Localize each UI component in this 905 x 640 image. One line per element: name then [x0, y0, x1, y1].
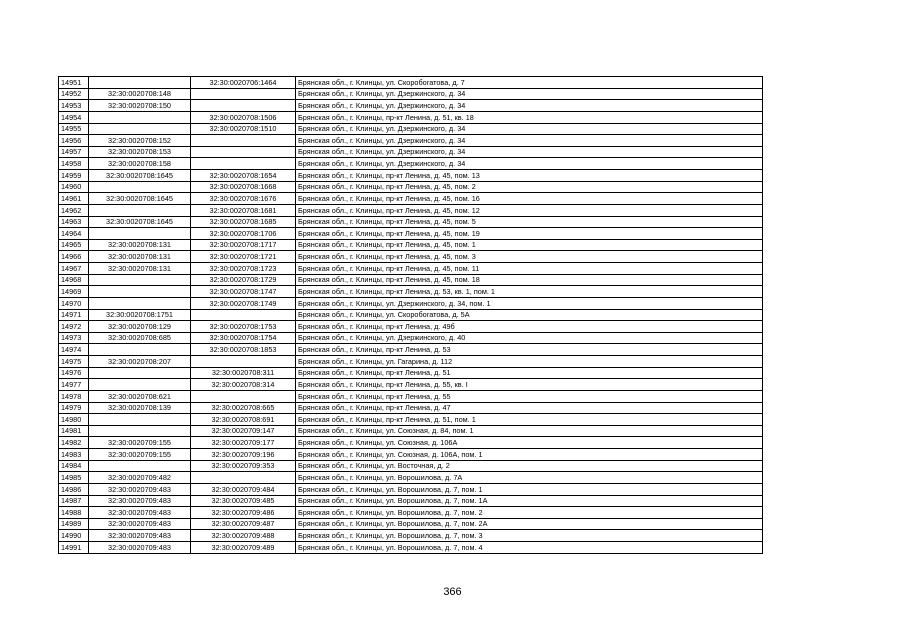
address-cell: Брянская обл., г. Клинцы, ул. Ворошилова, д. 7, пом. 3: [296, 530, 763, 542]
table-row: [59, 239, 763, 251]
cadastral-number-cell: [191, 309, 296, 321]
row-number-cell: 14982: [59, 437, 89, 449]
table-row: [59, 228, 763, 240]
table-row: [59, 100, 763, 112]
parent-cadastral-number-cell: 32:30:0020708:1751: [89, 309, 191, 321]
table-row: [59, 390, 763, 402]
cadastral-number-cell: 32:30:0020708:1729: [191, 274, 296, 286]
parent-cadastral-number-cell: 32:30:0020708:129: [89, 321, 191, 333]
cadastral-number-cell: 32:30:0020709:196: [191, 449, 296, 461]
address-cell: Брянская обл., г. Клинцы, ул. Ворошилова, д. 7, пом. 4: [296, 542, 763, 554]
parent-cadastral-number-cell: [89, 228, 191, 240]
row-number-cell: 14963: [59, 216, 89, 228]
cadastral-number-cell: 32:30:0020708:1706: [191, 228, 296, 240]
table-row: [59, 542, 763, 554]
table-row: [59, 135, 763, 147]
table-row: [59, 449, 763, 461]
row-number-cell: 14961: [59, 193, 89, 205]
row-number-cell: 14951: [59, 77, 89, 89]
address-cell: Брянская обл., г. Клинцы, ул. Скоробогатова, д. 7: [296, 77, 763, 89]
cadastral-number-cell: 32:30:0020708:1754: [191, 332, 296, 344]
parent-cadastral-number-cell: 32:30:0020709:483: [89, 483, 191, 495]
row-number-cell: 14984: [59, 460, 89, 472]
address-cell: Брянская обл., г. Клинцы, пр-кт Ленина, д. 45, пом. 13: [296, 170, 763, 182]
row-number-cell: 14976: [59, 367, 89, 379]
row-number-cell: 14957: [59, 146, 89, 158]
table-row: [59, 414, 763, 426]
address-cell: Брянская обл., г. Клинцы, ул. Ворошилова, д. 7, пом. 2: [296, 507, 763, 519]
cadastral-number-cell: 32:30:0020708:1506: [191, 111, 296, 123]
parent-cadastral-number-cell: [89, 297, 191, 309]
address-cell: Брянская обл., г. Клинцы, пр-кт Ленина, д. 45, пом. 3: [296, 251, 763, 263]
cadastral-number-cell: 32:30:0020709:485: [191, 495, 296, 507]
row-number-cell: 14969: [59, 286, 89, 298]
row-number-cell: 14977: [59, 379, 89, 391]
address-cell: Брянская обл., г. Клинцы, ул. Ворошилова, д. 7, пом. 2А: [296, 518, 763, 530]
address-cell: Брянская обл., г. Клинцы, ул. Дзержинского, д. 34: [296, 146, 763, 158]
row-number-cell: 14973: [59, 332, 89, 344]
address-cell: Брянская обл., г. Клинцы, ул. Скоробогатова, д. 5А: [296, 309, 763, 321]
address-cell: Брянская обл., г. Клинцы, ул. Ворошилова, д. 7, пом. 1: [296, 483, 763, 495]
table-row: [59, 181, 763, 193]
row-number-cell: 14990: [59, 530, 89, 542]
parent-cadastral-number-cell: 32:30:0020708:685: [89, 332, 191, 344]
table-row: [59, 530, 763, 542]
row-number-cell: 14955: [59, 123, 89, 135]
address-cell: Брянская обл., г. Клинцы, пр-кт Ленина, д. 45, пом. 12: [296, 204, 763, 216]
address-cell: Брянская обл., г. Клинцы, пр-кт Ленина, д. 53, кв. 1, пом. 1: [296, 286, 763, 298]
address-cell: Брянская обл., г. Клинцы, ул. Союзная, д. 84, пом. 1: [296, 425, 763, 437]
cadastral-number-cell: 32:30:0020709:489: [191, 542, 296, 554]
row-number-cell: 14971: [59, 309, 89, 321]
cadastral-number-cell: 32:30:0020709:484: [191, 483, 296, 495]
table-row: [59, 204, 763, 216]
cadastral-number-cell: [191, 158, 296, 170]
row-number-cell: 14979: [59, 402, 89, 414]
cadastral-number-cell: 32:30:0020709:177: [191, 437, 296, 449]
row-number-cell: 14991: [59, 542, 89, 554]
parent-cadastral-number-cell: 32:30:0020709:482: [89, 472, 191, 484]
address-cell: Брянская обл., г. Клинцы, ул. Восточная, д. 2: [296, 460, 763, 472]
row-number-cell: 14970: [59, 297, 89, 309]
cadastral-number-cell: 32:30:0020708:691: [191, 414, 296, 426]
row-number-cell: 14988: [59, 507, 89, 519]
table-row: [59, 193, 763, 205]
cadastral-number-cell: 32:30:0020708:1676: [191, 193, 296, 205]
parent-cadastral-number-cell: [89, 181, 191, 193]
row-number-cell: 14959: [59, 170, 89, 182]
parent-cadastral-number-cell: 32:30:0020708:1645: [89, 216, 191, 228]
address-cell: Брянская обл., г. Клинцы, ул. Дзержинского, д. 34: [296, 123, 763, 135]
table-row: [59, 472, 763, 484]
parent-cadastral-number-cell: [89, 111, 191, 123]
cadastral-number-cell: [191, 135, 296, 147]
parent-cadastral-number-cell: [89, 344, 191, 356]
address-cell: Брянская обл., г. Клинцы, пр-кт Ленина, д. 45, пом. 16: [296, 193, 763, 205]
row-number-cell: 14972: [59, 321, 89, 333]
table-row: [59, 146, 763, 158]
row-number-cell: 14964: [59, 228, 89, 240]
address-cell: Брянская обл., г. Клинцы, ул. Дзержинского, д. 34, пом. 1: [296, 297, 763, 309]
cadastral-number-cell: 32:30:0020708:1747: [191, 286, 296, 298]
cadastral-number-cell: 32:30:0020709:488: [191, 530, 296, 542]
table-row: [59, 251, 763, 263]
parent-cadastral-number-cell: 32:30:0020709:483: [89, 530, 191, 542]
row-number-cell: 14986: [59, 483, 89, 495]
row-number-cell: 14975: [59, 356, 89, 368]
table-row: [59, 88, 763, 100]
parent-cadastral-number-cell: 32:30:0020709:155: [89, 437, 191, 449]
row-number-cell: 14952: [59, 88, 89, 100]
address-cell: Брянская обл., г. Клинцы, ул. Дзержинского, д. 34: [296, 158, 763, 170]
parent-cadastral-number-cell: 32:30:0020708:1645: [89, 193, 191, 205]
registry-table: [58, 76, 763, 554]
parent-cadastral-number-cell: 32:30:0020708:621: [89, 390, 191, 402]
cadastral-number-cell: 32:30:0020706:1464: [191, 77, 296, 89]
table-row: [59, 216, 763, 228]
cadastral-number-cell: [191, 88, 296, 100]
cadastral-number-cell: [191, 390, 296, 402]
address-cell: Брянская обл., г. Клинцы, ул. Гагарина, д. 112: [296, 356, 763, 368]
cadastral-number-cell: 32:30:0020708:1723: [191, 263, 296, 275]
address-cell: Брянская обл., г. Клинцы, пр-кт Ленина, д. 51, кв. 18: [296, 111, 763, 123]
row-number-cell: 14962: [59, 204, 89, 216]
row-number-cell: 14983: [59, 449, 89, 461]
cadastral-number-cell: 32:30:0020708:1853: [191, 344, 296, 356]
cadastral-number-cell: 32:30:0020708:1654: [191, 170, 296, 182]
parent-cadastral-number-cell: 32:30:0020708:131: [89, 239, 191, 251]
address-cell: Брянская обл., г. Клинцы, пр-кт Ленина, д. 45, пом. 2: [296, 181, 763, 193]
parent-cadastral-number-cell: 32:30:0020709:483: [89, 507, 191, 519]
table-row: [59, 379, 763, 391]
table-row: [59, 158, 763, 170]
table-row: [59, 309, 763, 321]
parent-cadastral-number-cell: 32:30:0020708:148: [89, 88, 191, 100]
parent-cadastral-number-cell: 32:30:0020708:139: [89, 402, 191, 414]
row-number-cell: 14980: [59, 414, 89, 426]
cadastral-number-cell: 32:30:0020708:314: [191, 379, 296, 391]
row-number-cell: 14965: [59, 239, 89, 251]
address-cell: Брянская обл., г. Клинцы, пр-кт Ленина, д. 45, пом. 18: [296, 274, 763, 286]
table-row: [59, 77, 763, 89]
parent-cadastral-number-cell: [89, 379, 191, 391]
table-row: [59, 332, 763, 344]
address-cell: Брянская обл., г. Клинцы, пр-кт Ленина, д. 53: [296, 344, 763, 356]
cadastral-number-cell: 32:30:0020708:311: [191, 367, 296, 379]
page-number: 366: [443, 586, 462, 598]
table-row: [59, 460, 763, 472]
table-row: [59, 274, 763, 286]
row-number-cell: 14960: [59, 181, 89, 193]
parent-cadastral-number-cell: [89, 367, 191, 379]
parent-cadastral-number-cell: [89, 123, 191, 135]
address-cell: Брянская обл., г. Клинцы, пр-кт Ленина, д. 51, пом. 1: [296, 414, 763, 426]
table-row: [59, 263, 763, 275]
parent-cadastral-number-cell: 32:30:0020709:155: [89, 449, 191, 461]
table-row: [59, 344, 763, 356]
table-row: [59, 402, 763, 414]
address-cell: Брянская обл., г. Клинцы, пр-кт Ленина, д. 51: [296, 367, 763, 379]
table-row: [59, 483, 763, 495]
address-cell: Брянская обл., г. Клинцы, ул. Дзержинского, д. 34: [296, 135, 763, 147]
row-number-cell: 14956: [59, 135, 89, 147]
parent-cadastral-number-cell: [89, 425, 191, 437]
parent-cadastral-number-cell: 32:30:0020709:483: [89, 518, 191, 530]
row-number-cell: 14953: [59, 100, 89, 112]
address-cell: Брянская обл., г. Клинцы, пр-кт Ленина, д. 55, кв. I: [296, 379, 763, 391]
row-number-cell: 14954: [59, 111, 89, 123]
cadastral-number-cell: [191, 100, 296, 112]
parent-cadastral-number-cell: 32:30:0020709:483: [89, 542, 191, 554]
address-cell: Брянская обл., г. Клинцы, ул. Ворошилова, д. 7А: [296, 472, 763, 484]
cadastral-number-cell: 32:30:0020709:487: [191, 518, 296, 530]
address-cell: Брянская обл., г. Клинцы, пр-кт Ленина, д. 45, пом. 19: [296, 228, 763, 240]
parent-cadastral-number-cell: 32:30:0020708:131: [89, 263, 191, 275]
row-number-cell: 14985: [59, 472, 89, 484]
address-cell: Брянская обл., г. Клинцы, пр-кт Ленина, д. 45, пом. 5: [296, 216, 763, 228]
table-row: [59, 286, 763, 298]
parent-cadastral-number-cell: [89, 77, 191, 89]
cadastral-number-cell: 32:30:0020708:1753: [191, 321, 296, 333]
cadastral-number-cell: 32:30:0020708:1717: [191, 239, 296, 251]
parent-cadastral-number-cell: 32:30:0020708:131: [89, 251, 191, 263]
row-number-cell: 14974: [59, 344, 89, 356]
table-row: [59, 507, 763, 519]
address-cell: Брянская обл., г. Клинцы, ул. Дзержинского, д. 34: [296, 88, 763, 100]
address-cell: Брянская обл., г. Клинцы, ул. Дзержинского, д. 34: [296, 100, 763, 112]
registry-table-body: [59, 77, 763, 554]
cadastral-number-cell: [191, 472, 296, 484]
parent-cadastral-number-cell: [89, 204, 191, 216]
cadastral-number-cell: 32:30:0020708:1668: [191, 181, 296, 193]
cadastral-number-cell: 32:30:0020708:665: [191, 402, 296, 414]
parent-cadastral-number-cell: 32:30:0020708:150: [89, 100, 191, 112]
table-row: [59, 437, 763, 449]
row-number-cell: 14968: [59, 274, 89, 286]
table-row: [59, 425, 763, 437]
address-cell: Брянская обл., г. Клинцы, пр-кт Ленина, д. 49б: [296, 321, 763, 333]
table-row: [59, 356, 763, 368]
address-cell: Брянская обл., г. Клинцы, пр-кт Ленина, д. 55: [296, 390, 763, 402]
table-row: [59, 297, 763, 309]
parent-cadastral-number-cell: [89, 414, 191, 426]
parent-cadastral-number-cell: 32:30:0020708:1645: [89, 170, 191, 182]
row-number-cell: 14981: [59, 425, 89, 437]
table-row: [59, 495, 763, 507]
cadastral-number-cell: 32:30:0020709:353: [191, 460, 296, 472]
parent-cadastral-number-cell: 32:30:0020708:207: [89, 356, 191, 368]
table-row: [59, 123, 763, 135]
cadastral-number-cell: 32:30:0020708:1681: [191, 204, 296, 216]
address-cell: Брянская обл., г. Клинцы, пр-кт Ленина, д. 45, пом. 1: [296, 239, 763, 251]
cadastral-number-cell: 32:30:0020709:147: [191, 425, 296, 437]
cadastral-number-cell: 32:30:0020708:1685: [191, 216, 296, 228]
address-cell: Брянская обл., г. Клинцы, ул. Ворошилова, д. 7, пом. 1А: [296, 495, 763, 507]
address-cell: Брянская обл., г. Клинцы, ул. Союзная, д. 106А, пом. 1: [296, 449, 763, 461]
row-number-cell: 14989: [59, 518, 89, 530]
cadastral-number-cell: 32:30:0020709:486: [191, 507, 296, 519]
cadastral-number-cell: 32:30:0020708:1721: [191, 251, 296, 263]
cadastral-number-cell: [191, 356, 296, 368]
table-row: [59, 321, 763, 333]
row-number-cell: 14958: [59, 158, 89, 170]
row-number-cell: 14966: [59, 251, 89, 263]
cadastral-number-cell: 32:30:0020708:1510: [191, 123, 296, 135]
parent-cadastral-number-cell: [89, 274, 191, 286]
table-row: [59, 367, 763, 379]
row-number-cell: 14967: [59, 263, 89, 275]
table-row: [59, 518, 763, 530]
table-row: [59, 111, 763, 123]
address-cell: Брянская обл., г. Клинцы, пр-кт Ленина, д. 47: [296, 402, 763, 414]
parent-cadastral-number-cell: 32:30:0020708:152: [89, 135, 191, 147]
parent-cadastral-number-cell: [89, 286, 191, 298]
address-cell: Брянская обл., г. Клинцы, ул. Дзержинского, д. 40: [296, 332, 763, 344]
address-cell: Брянская обл., г. Клинцы, пр-кт Ленина, д. 45, пом. 11: [296, 263, 763, 275]
parent-cadastral-number-cell: 32:30:0020709:483: [89, 495, 191, 507]
table-row: [59, 170, 763, 182]
cadastral-number-cell: [191, 146, 296, 158]
address-cell: Брянская обл., г. Клинцы, ул. Союзная, д. 106А: [296, 437, 763, 449]
row-number-cell: 14987: [59, 495, 89, 507]
parent-cadastral-number-cell: [89, 460, 191, 472]
cadastral-number-cell: 32:30:0020708:1749: [191, 297, 296, 309]
parent-cadastral-number-cell: 32:30:0020708:158: [89, 158, 191, 170]
parent-cadastral-number-cell: 32:30:0020708:153: [89, 146, 191, 158]
row-number-cell: 14978: [59, 390, 89, 402]
